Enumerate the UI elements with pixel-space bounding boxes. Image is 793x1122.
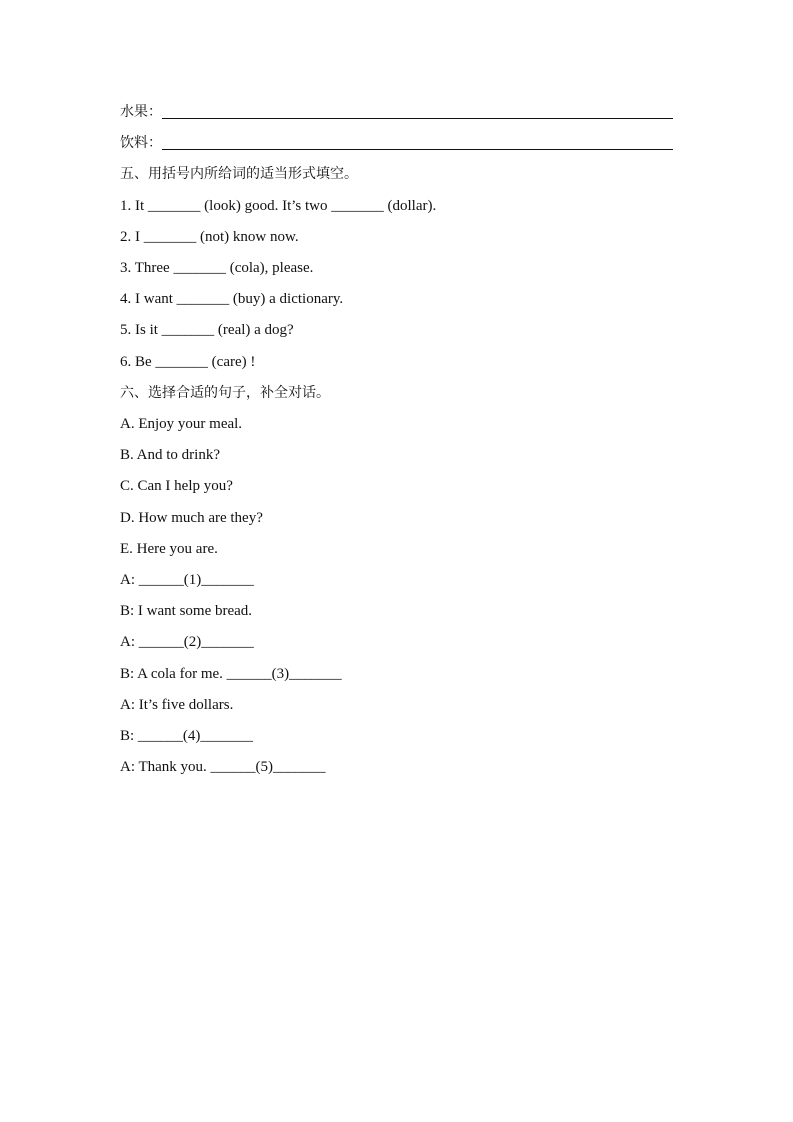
section5-item-5: 5. Is it _______ (real) a dog?	[120, 322, 294, 338]
dialogue-line-1: A: ______(1)_______	[120, 572, 254, 588]
section6-heading: 六、选择合适的句子，补全对话。	[120, 385, 330, 401]
section5-item-3: 3. Three _______ (cola), please.	[120, 260, 314, 276]
dialogue-line-3: A: ______(2)_______	[120, 634, 254, 650]
drink-fill-line	[120, 133, 673, 153]
section6-option-c: C. Can I help you?	[120, 478, 233, 494]
dialogue-line-4: B: A cola for me. ______(3)_______	[120, 666, 342, 682]
section5-item-6: 6. Be _______ (care) !	[120, 354, 256, 370]
dialogue-line-6: B: ______(4)_______	[120, 728, 253, 744]
drink-answer-rule	[162, 149, 673, 150]
section6-option-a: A. Enjoy your meal.	[120, 416, 243, 432]
section6-option-d: D. How much are they?	[120, 510, 263, 526]
dialogue-line-5: A: It’s five dollars.	[120, 697, 234, 713]
section6-option-b: B. And to drink?	[120, 447, 220, 463]
section5-item-2: 2. I _______ (not) know now.	[120, 229, 299, 245]
drink-label: 饮料：	[120, 135, 162, 151]
fruit-fill-line	[120, 102, 673, 122]
section5-heading: 五、用括号内所给词的适当形式填空。	[120, 166, 358, 182]
dialogue-line-2: B: I want some bread.	[120, 603, 253, 619]
dialogue-line-7: A: Thank you. ______(5)_______	[120, 759, 326, 775]
section6-option-e: E. Here you are.	[120, 541, 218, 557]
section5-item-4: 4. I want _______ (buy) a dictionary.	[120, 291, 344, 307]
section5-item-1: 1. It _______ (look) good. It’s two _______ (dollar).	[120, 198, 437, 214]
fruit-answer-rule	[162, 118, 673, 119]
fruit-label: 水果：	[120, 104, 162, 120]
